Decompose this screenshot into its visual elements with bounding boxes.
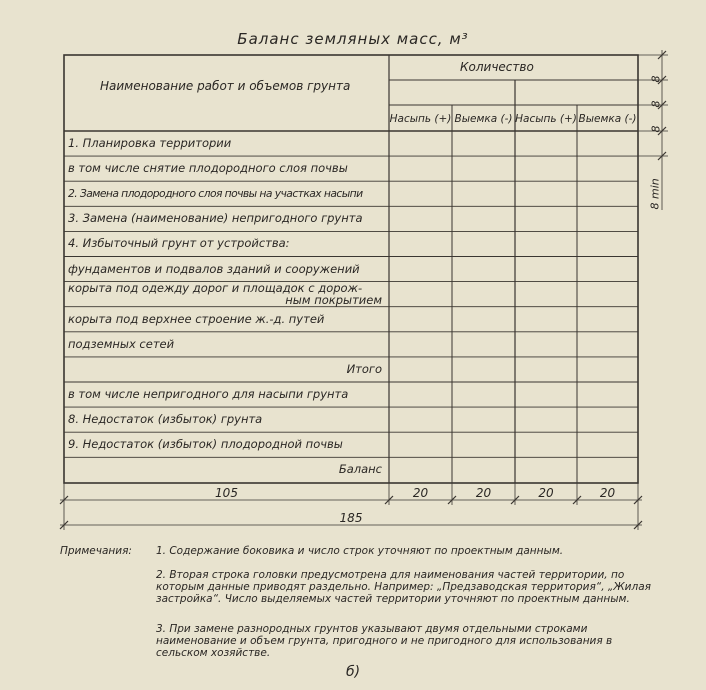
note-1: 1. Содержание боковика и число строк уточняют по проектным данным.: [156, 545, 564, 557]
dim-col-2: 20: [475, 486, 492, 500]
name-column-header: Наименование работ и объемов грунта: [100, 79, 351, 93]
table-row-label: 3. Замена (наименование) непригодного грунта: [68, 212, 363, 226]
note-2: 2. Вторая строка головки предусмотрена для наименования частей территории, по которым данные приводят раздельно. Например: „Предзаводская территория“, „Жилая застройка“. Число выделяемых частей территории уточняют по проектным данным.: [156, 569, 651, 605]
col-header-cut-1: Выемка (-): [454, 113, 513, 125]
figure-sublabel: б): [345, 664, 361, 680]
table-row-label: в том числе снятие плодородного слоя почвы: [68, 162, 348, 176]
col-header-cut-2: Выемка (-): [578, 113, 637, 125]
table-row-label: корыта под верхнее строение ж.-д. путей: [68, 312, 325, 326]
table-row-label: 9. Недостаток (избыток) плодородной почвы: [68, 438, 343, 452]
table-title: Баланс земляных масс, м³: [237, 30, 469, 48]
table-row-label: 2. Замена плодородного слоя почвы на участках насыпи: [68, 187, 363, 201]
dim-col-1: 20: [412, 486, 429, 500]
table-row-label: Баланс: [338, 462, 382, 477]
dim-row-height: 8 min: [648, 178, 662, 210]
table-row-label-cont: ным покрытием: [285, 292, 382, 307]
col-header-fill-1: Насыпь (+): [389, 113, 452, 125]
table-row-label: фундаментов и подвалов зданий и сооружений: [68, 262, 360, 276]
note-3: 3. При замене разнородных грунтов указывают двумя отдельными строками наименование и объем грунта, пригодного и не пригодного для использования в сельском хозяйстве.: [156, 623, 613, 659]
table-row-label: 4. Избыточный грунт от устройства:: [68, 237, 290, 251]
col-header-fill-2: Насыпь (+): [515, 113, 577, 125]
table-row-label: 1. Планировка территории: [68, 137, 232, 150]
dim-height-3: 8: [649, 125, 663, 133]
dim-total-width: 185: [339, 511, 363, 525]
table-row-label: 8. Недостаток (избыток) грунта: [68, 413, 263, 427]
dim-col-3: 20: [538, 486, 554, 500]
table-row-label: в том числе непригодного для насыпи грунта: [68, 388, 349, 401]
table-row-label: корыта под одежду дорог и площадок с дорож-: [68, 281, 363, 295]
dim-height-2: 8: [649, 100, 663, 108]
table-row-label: Итого: [346, 361, 382, 376]
dim-name-width: 105: [215, 486, 238, 500]
dim-col-4: 20: [599, 486, 616, 500]
table-row-label: подземных сетей: [68, 337, 175, 351]
quantity-header: Количество: [460, 60, 534, 74]
notes-label: Примечания:: [60, 545, 132, 557]
dim-height-1: 8: [649, 75, 663, 83]
